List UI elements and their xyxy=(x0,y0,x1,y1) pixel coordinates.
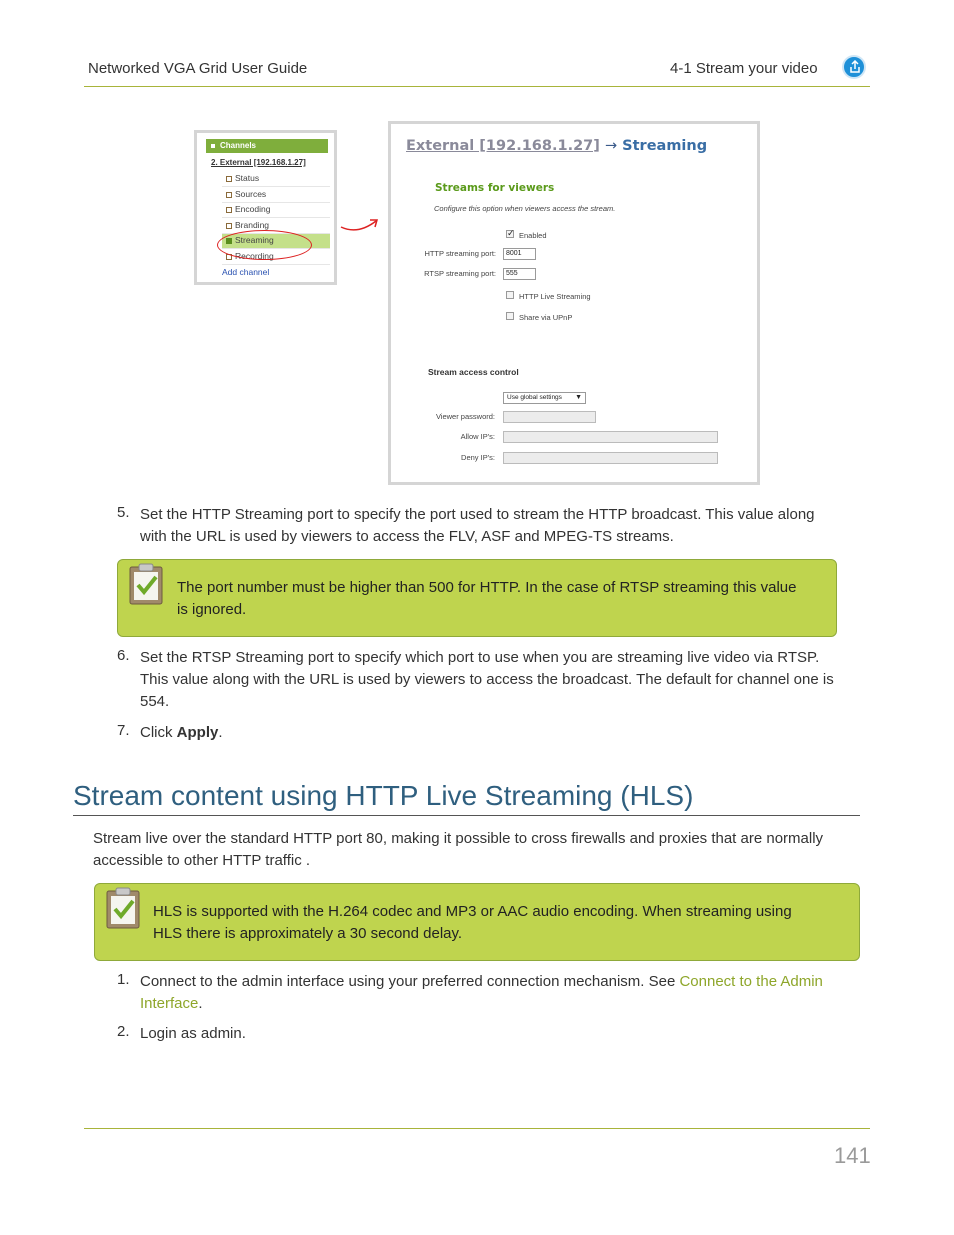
share-icon[interactable] xyxy=(842,55,866,79)
intro-line-1: Stream live over the standard HTTP port 80, making it possible to cross firewalls and proxies that are normally xyxy=(93,830,824,847)
step-7: Click Apply. xyxy=(140,724,223,741)
intro-line-2: accessible to other HTTP traffic . xyxy=(93,852,311,869)
step-6-line-2: This value along with the URL is used by viewers to access the broadcast. The default for channel one is xyxy=(140,671,834,688)
upnp-label: Share via UPnP xyxy=(519,313,573,322)
allow-ips-input[interactable] xyxy=(503,431,718,443)
http-port-input[interactable]: 8001 xyxy=(503,248,536,260)
streaming-screenshot xyxy=(388,121,760,485)
highlight-circle xyxy=(217,230,312,260)
step-6-number: 6. xyxy=(117,647,130,664)
note-port-line-1: The port number must be higher than 500 for HTTP. In the case of RTSP streaming this value xyxy=(177,579,797,596)
access-select[interactable]: Use global settings ▼ xyxy=(503,392,586,404)
add-channel-link[interactable]: Add channel xyxy=(222,267,270,277)
breadcrumb xyxy=(406,138,707,154)
hls-step-1-number: 1. xyxy=(117,971,130,988)
interface-link[interactable]: Interface xyxy=(140,995,199,1012)
step-5-line-1: Set the HTTP Streaming port to specify the port used to stream the HTTP broadcast. This value along xyxy=(140,506,815,523)
access-control-title: Stream access control xyxy=(428,367,519,377)
step-7-number: 7. xyxy=(117,722,130,739)
sidebar-channel: 2. External [192.168.1.27] xyxy=(211,158,306,167)
streams-description: Configure this option when viewers access the stream. xyxy=(434,204,616,213)
breadcrumb-arrow: → xyxy=(604,138,618,154)
hls-step-2: Login as admin. xyxy=(140,1025,246,1042)
section-title: 4-1 Stream your video xyxy=(670,60,818,77)
rtsp-port-label: RTSP streaming port: xyxy=(424,269,496,278)
sidebar-item-recording[interactable]: Recording xyxy=(222,250,330,265)
hls-step-1-line-1: Connect to the admin interface using your preferred connection mechanism. See Connect to the Admin xyxy=(140,973,823,990)
section-heading: Stream content using HTTP Live Streaming (HLS) xyxy=(73,780,694,811)
step-6-line-1: Set the RTSP Streaming port to specify which port to use when you are streaming live video via RTSP. xyxy=(140,649,820,666)
hls-checkbox[interactable] xyxy=(506,291,514,299)
enabled-checkbox[interactable] xyxy=(506,230,514,238)
upnp-checkbox[interactable] xyxy=(506,312,514,320)
header-rule xyxy=(84,86,870,87)
note-hls-line-1: HLS is supported with the H.264 codec and MP3 or AAC audio encoding. When streaming using xyxy=(153,903,792,920)
allow-ips-label: Allow IP's: xyxy=(460,432,495,441)
note-port-line-2: is ignored. xyxy=(177,601,247,618)
sidebar-item-streaming[interactable]: Streaming xyxy=(222,234,330,249)
streams-section-title: Streams for viewers xyxy=(435,182,555,194)
page-number: 141 xyxy=(834,1143,871,1168)
viewer-password-input[interactable] xyxy=(503,411,596,423)
sidebar-item-sources[interactable]: Sources xyxy=(222,188,330,203)
sidebar-screenshot xyxy=(194,130,337,285)
clipboard-check-icon xyxy=(128,562,164,606)
step-6-line-3: 554. xyxy=(140,693,170,710)
hls-step-2-number: 2. xyxy=(117,1023,130,1040)
sidebar-item-branding[interactable]: Branding xyxy=(222,219,330,234)
enabled-label: Enabled xyxy=(519,231,547,240)
hls-step-1-line-2: Interface. xyxy=(140,995,203,1012)
deny-ips-label: Deny IP's: xyxy=(461,453,495,462)
connect-admin-link[interactable]: Connect to the Admin xyxy=(679,973,823,990)
breadcrumb-link[interactable]: External [192.168.1.27] xyxy=(406,138,600,154)
heading-rule xyxy=(73,815,860,816)
http-port-label: HTTP streaming port: xyxy=(424,249,496,258)
footer-rule xyxy=(84,1128,870,1129)
sidebar-head: Channels xyxy=(206,139,328,153)
deny-ips-input[interactable] xyxy=(503,452,718,464)
sidebar-item-encoding[interactable]: Encoding xyxy=(222,203,330,218)
clipboard-check-icon xyxy=(105,886,141,930)
breadcrumb-page: Streaming xyxy=(622,138,708,154)
step-5-line-2: with the URL is used by viewers to access the FLV, ASF and MPEG-TS streams. xyxy=(140,528,674,545)
hls-label: HTTP Live Streaming xyxy=(519,292,591,301)
pointer-arrow-icon xyxy=(338,213,382,235)
viewer-password-label: Viewer password: xyxy=(435,412,495,421)
note-hls-line-2: HLS there is approximately a 30 second delay. xyxy=(153,925,463,942)
rtsp-port-input[interactable]: 555 xyxy=(503,268,536,280)
apply-term: Apply xyxy=(176,724,219,741)
sidebar-item-status[interactable]: Status xyxy=(222,172,330,187)
step-5-number: 5. xyxy=(117,504,130,521)
guide-title: Networked VGA Grid User Guide xyxy=(88,60,308,77)
